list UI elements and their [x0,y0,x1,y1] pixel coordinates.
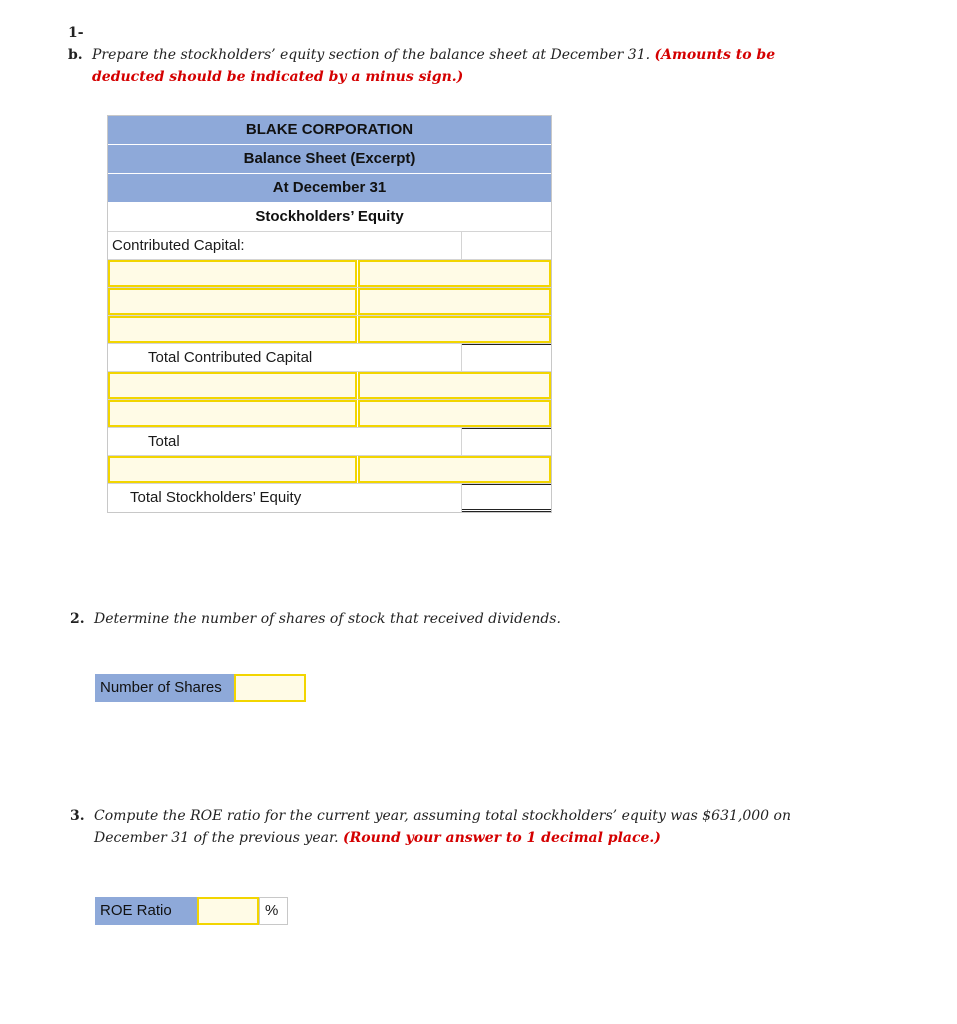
account-name-input-2[interactable] [108,288,357,315]
balance-sheet-table [107,115,552,513]
number-of-shares-input[interactable] [234,674,306,702]
total-contributed-amount [462,344,551,371]
question-text: Determine the number of shares of stock that received dividends. [94,611,561,627]
amount-input-2[interactable] [358,288,551,315]
table-row [108,288,551,316]
total-contributed-row [108,344,551,372]
total-row [108,428,551,456]
table-row [108,372,551,400]
question-number: 1-b. [68,25,84,63]
question-number: 3. [70,808,85,824]
question-note: (Round your answer to 1 decimal place.) [343,830,661,846]
roe-ratio-input[interactable] [197,897,259,925]
table-row [108,260,551,288]
total-equity-row [108,484,551,512]
amount-input-1[interactable] [358,260,551,287]
amount-input-4[interactable] [358,372,551,399]
contributed-capital-row [108,232,551,260]
total-label: Total [108,428,462,455]
total-equity-label: Total Stockholders’ Equity [108,484,462,512]
amount-input-6[interactable] [358,456,551,483]
question-2 [70,608,830,630]
table-row [108,456,551,484]
roe-ratio-group [95,897,288,925]
account-name-input-3[interactable] [108,316,357,343]
total-equity-amount [462,484,551,512]
total-contributed-label: Total Contributed Capital [108,344,462,371]
roe-ratio-label: ROE Ratio [95,897,197,925]
table-row [108,316,551,344]
account-name-input-6[interactable] [108,456,357,483]
amount-input-3[interactable] [358,316,551,343]
question-1b [68,22,828,88]
amount-input-5[interactable] [358,400,551,427]
total-amount [462,428,551,455]
empty-cell [462,232,551,259]
company-name: BLAKE CORPORATION [108,116,551,145]
number-of-shares-label: Number of Shares [95,674,234,702]
number-of-shares-group [95,674,306,702]
percent-unit: % [259,897,288,925]
question-text: Prepare the stockholders’ equity section of the balance sheet at December 31. [92,47,651,63]
account-name-input-4[interactable] [108,372,357,399]
contributed-capital-label: Contributed Capital: [108,232,462,259]
statement-title: Balance Sheet (Excerpt) [108,145,551,174]
section-title: Stockholders’ Equity [108,203,551,232]
question-number: 2. [70,611,85,627]
question-3 [70,805,830,849]
question-note: (Amounts to be deducted should be indicated by a minus sign.) [92,47,776,85]
account-name-input-5[interactable] [108,400,357,427]
account-name-input-1[interactable] [108,260,357,287]
statement-date: At December 31 [108,174,551,203]
table-row [108,400,551,428]
question-text: Compute the ROE ratio for the current year, assuming total stockholders’ equity was $631,000 on December 31 of the previous year. [94,808,791,846]
